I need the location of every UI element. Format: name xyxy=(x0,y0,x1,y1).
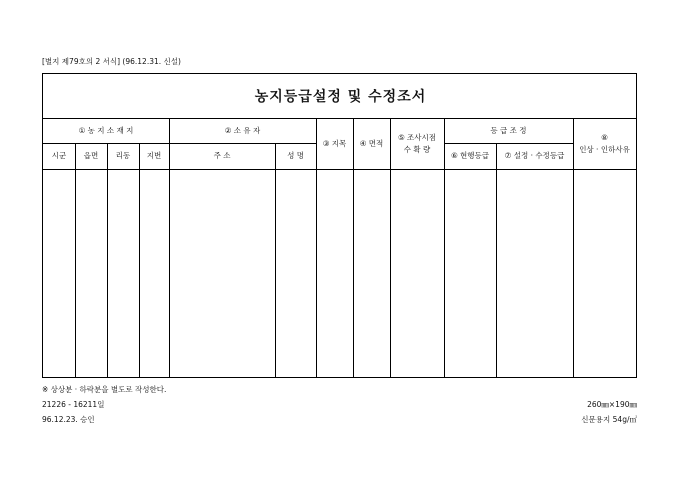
col-line xyxy=(107,143,108,377)
col-line xyxy=(275,143,276,377)
form-reference: [별지 제79호의 2 서식] (96.12.31. 신설) xyxy=(42,57,181,66)
subheader-ridong: 리동 xyxy=(115,151,131,160)
col-line xyxy=(496,143,497,377)
footer-note: ※ 상상분 · 하락분을 별도로 작성한다. xyxy=(42,385,167,394)
approval-date: 96.12.23. 승인 xyxy=(42,415,95,424)
form-table xyxy=(42,73,637,378)
header-survey-yield xyxy=(390,118,444,169)
rule-header-bottom xyxy=(43,169,636,170)
reason-label: 인상 · 인하사유 xyxy=(579,144,630,154)
survey-yield-line1: ⑤ 조사시점 xyxy=(397,132,437,142)
subheader-address: 주 소 xyxy=(213,151,231,160)
header-owner: ② 소 유 자 xyxy=(224,125,261,135)
col-line xyxy=(139,143,140,377)
reason-number: ⑧ xyxy=(601,132,608,142)
form-title: 농지등급설정 및 수정조서 xyxy=(254,89,427,105)
paper-size: 260㎜×190㎜ xyxy=(587,400,637,409)
subheader-set-grade: ⑦ 설정 · 수정등급 xyxy=(504,151,565,160)
subheader-current-grade: ⑥ 현행등급 xyxy=(450,151,490,160)
header-land-type: ③ 지목 xyxy=(322,138,347,148)
paper-type: 신문용지 54g/㎡ xyxy=(581,415,637,424)
header-grade-adjustment: 등 급 조 정 xyxy=(490,125,527,135)
subheader-sigun: 시군 xyxy=(51,151,67,160)
header-reason xyxy=(573,118,636,169)
subheader-name: 성 명 xyxy=(287,151,304,160)
form-code: 21226 - 16211일 xyxy=(42,400,105,409)
col-line xyxy=(75,143,76,377)
subheader-jibeon: 지번 xyxy=(146,151,162,160)
header-area: ④ 면적 xyxy=(359,138,384,148)
header-land-location: ① 농 지 소 재 지 xyxy=(78,125,134,135)
subheader-eupmyeon: 읍면 xyxy=(83,151,99,160)
survey-yield-line2: 수 확 량 xyxy=(403,144,431,154)
